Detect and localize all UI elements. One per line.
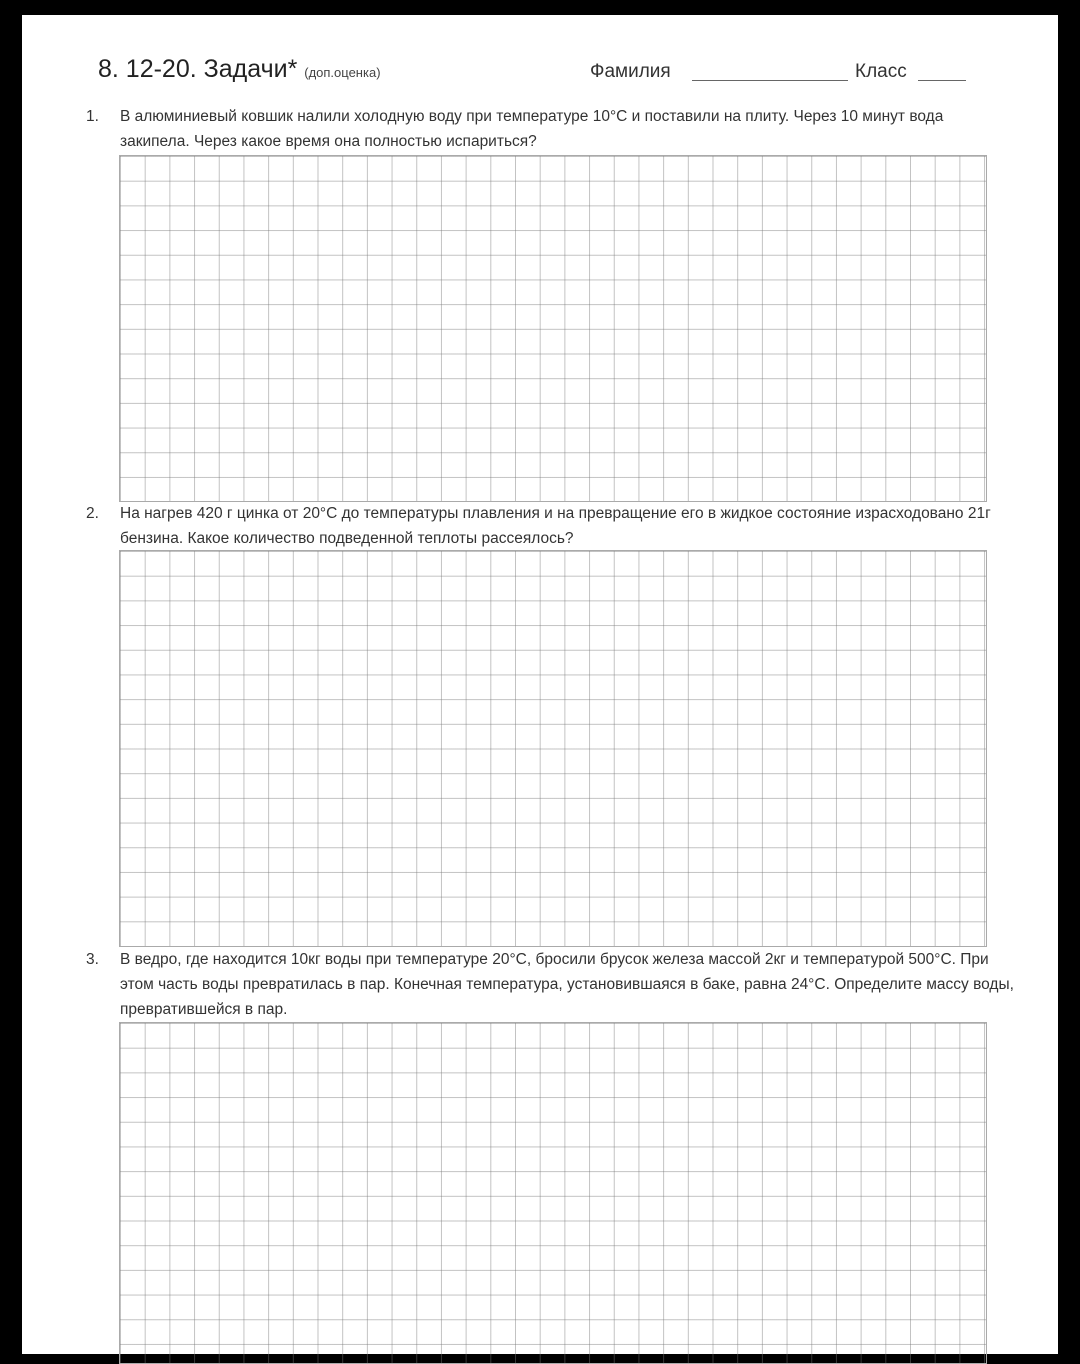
surname-label: Фамилия [590,61,671,82]
class-field-line[interactable] [918,80,966,81]
title-subtitle: (доп.оценка) [304,65,381,80]
question-text: В алюминиевый ковшик налили холодную воду при температуре 10°С и поставили на плиту. Через 10 минут вода закипела. Через какое время она полностью испариться? [120,108,944,150]
worksheet-title [98,55,381,84]
question-2 [86,501,1016,551]
answer-grid-2[interactable] [119,550,987,947]
title-text: 8. 12-20. Задачи* [98,55,298,83]
answer-grid-3[interactable] [119,1022,987,1364]
surname-field-line[interactable] [692,80,848,81]
question-text: На нагрев 420 г цинка от 20°С до температуры плавления и на превращение его в жидкое состояние израсходовано 21г бензина. Какое количество подведенной теплоты рассеялось? [120,505,991,547]
answer-grid-1[interactable] [119,155,987,502]
worksheet-page [22,15,1058,1354]
question-number: 3. [86,951,99,968]
question-number: 1. [86,108,99,125]
question-number: 2. [86,505,99,522]
class-label: Класс [855,61,907,82]
question-1 [86,104,1016,154]
question-3 [86,947,1016,1022]
question-text: В ведро, где находится 10кг воды при температуре 20°С, бросили брусок железа массой 2кг и температурой 500°С. При этом часть воды превратилась в пар. Конечная температура, установившаяся в баке, равна 24°С. Определите массу воды, превратившейся в пар. [120,951,1014,1018]
